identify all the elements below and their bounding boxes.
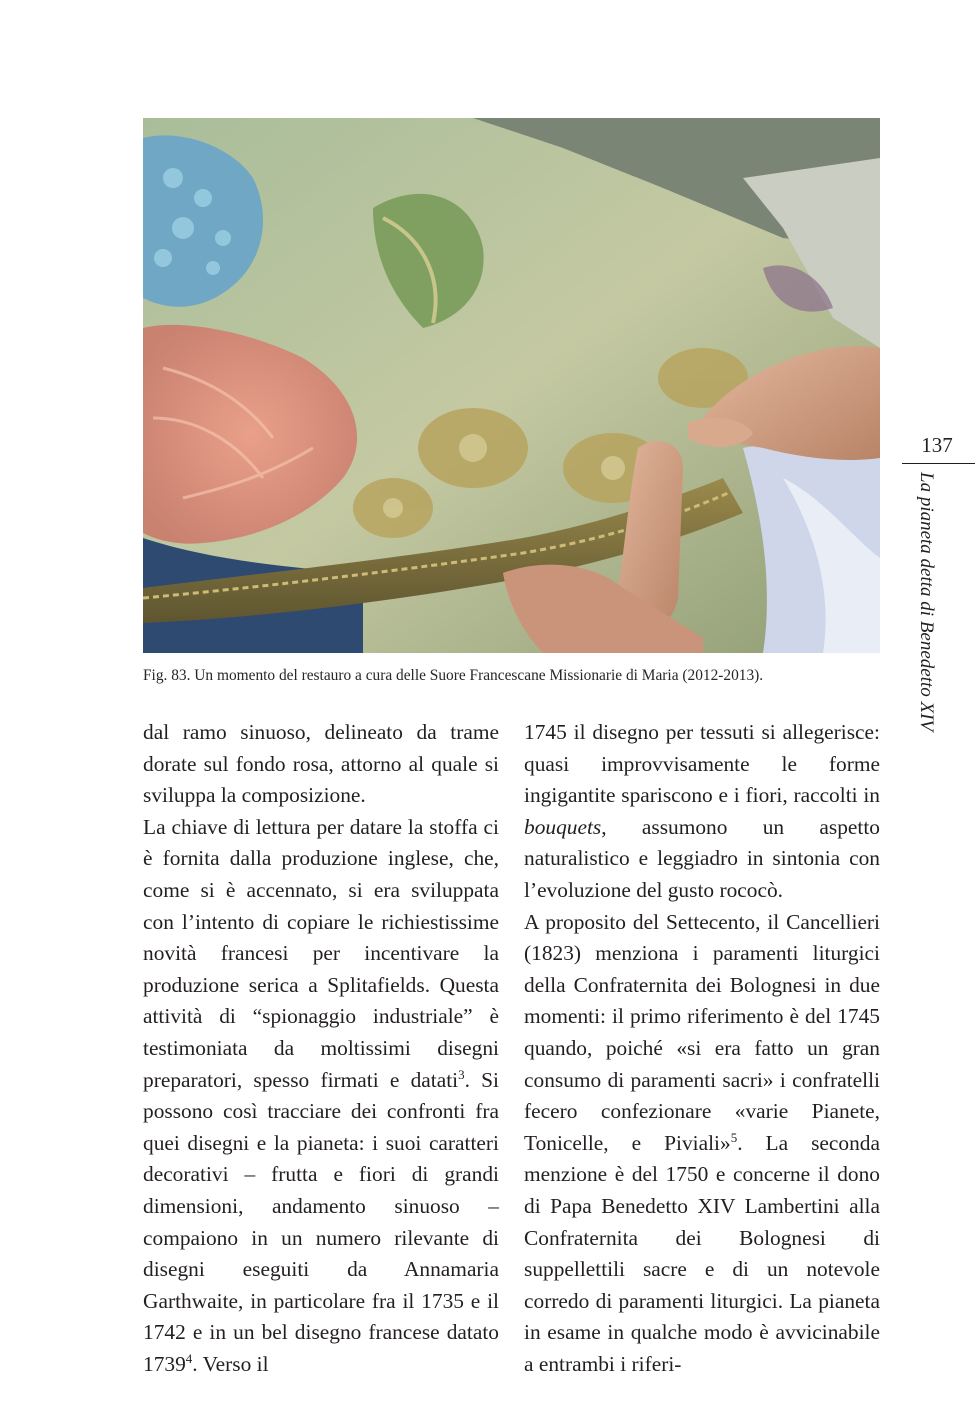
page-number: 137: [921, 433, 953, 457]
footnote-ref[interactable]: 3: [458, 1066, 465, 1082]
figure-caption: Fig. 83. Un momento del restauro a cura delle Suore Francescane Missionarie di Maria (2012-2013).: [143, 667, 764, 684]
footnote-ref[interactable]: 4: [185, 1350, 193, 1366]
restoration-photo: [143, 118, 880, 653]
text-column-left: [143, 717, 499, 1380]
text-column-right: [524, 717, 880, 1380]
running-head: La pianeta detta di Benedetto XIV: [916, 472, 937, 732]
footnote-ref[interactable]: 5: [730, 1129, 738, 1145]
paragraph: A proposito del Settecento, il Cancellieri (1823) menziona i paramenti liturgici della Confraternita dei Bolognesi in due momenti: il primo riferimento è del 1745 quando, poiché «si era fatto un gran consumo di paramenti sacri» i confratelli fecero confezionare «varie Pianete, Tonicelle, e Piviali»$^5$. La seconda menzione è del 1750 e concerne il dono di Papa Benedetto XIV Lambertini alla Confraternita dei Bolognesi di suppellettili sacre e di un notevole corredo di paramenti liturgici. La pianeta in esame in qualche modo è avvicinabile a entrambi i riferi-: [524, 909, 880, 1376]
paragraph: 1745 il disegno per tessuti si allegerisce: quasi improvvisamente le forme ingigantite spariscono e i fiori, raccolti in bouquets, assumono un aspetto naturalistico e leggiadro in sintonia con l’evoluzione del gusto rococò.: [524, 720, 880, 902]
paragraph: dal ramo sinuoso, delineato da trame dorate sul fondo rosa, attorno al quale si sviluppa la composizione.: [143, 720, 499, 808]
divider: [902, 463, 975, 464]
paragraph: La chiave di lettura per datare la stoffa ci è fornita dalla produzione inglese, che, come si è accennato, si era sviluppata con l’intento di copiare le richiestissime novità francesi per incentivare la produzione serica a Splitafields. Questa attività di “spionaggio industriale” è testimoniata da moltissimi disegni preparatori, spesso firmati e datati$^3$. Si possono così tracciare dei confronti fra quei disegni e la pianeta: i suoi caratteri decorativi – frutta e fiori di grandi dimensioni, andamento sinuoso – compaiono in un numero rilevante di disegni eseguiti da Annamaria Garthwaite, in particolare fra il 1735 e il 1742 e in un bel disegno francese datato 1739$^4$. Verso il: [143, 814, 499, 1376]
